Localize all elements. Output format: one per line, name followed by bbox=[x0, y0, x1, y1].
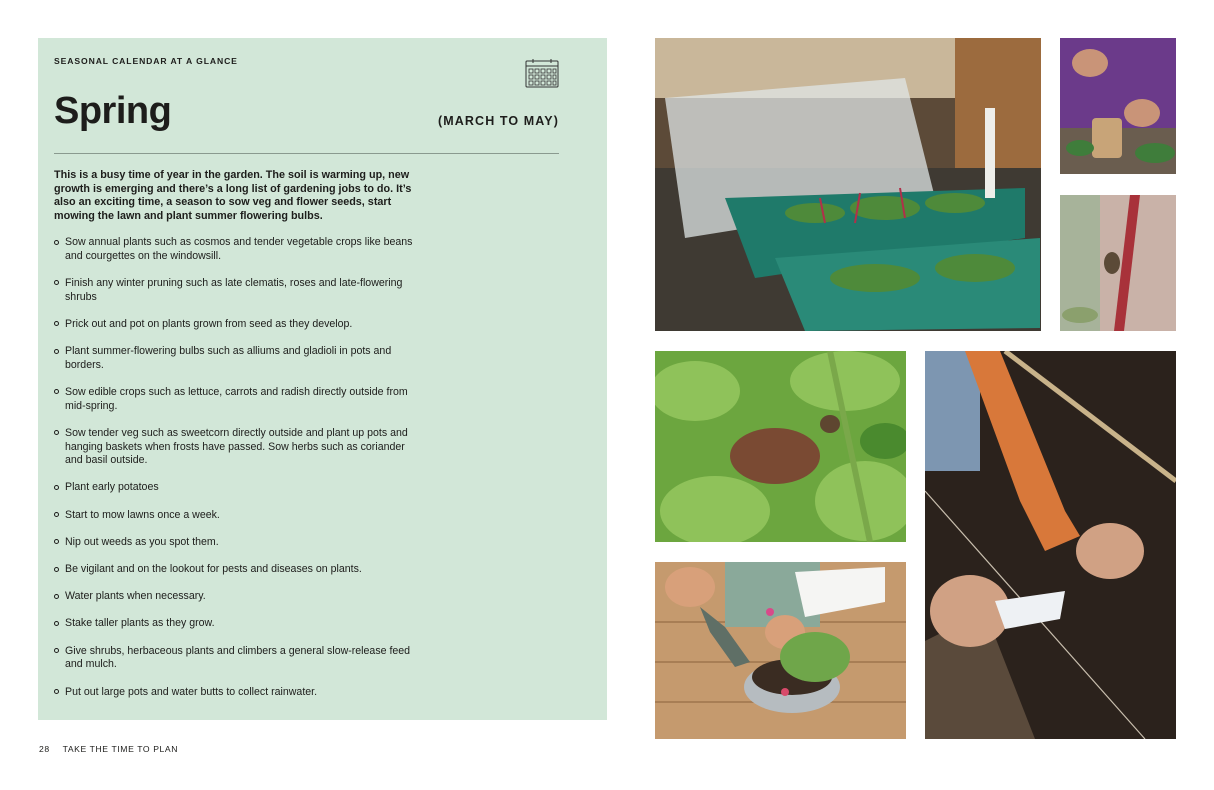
divider bbox=[54, 153, 559, 154]
task-item bbox=[54, 686, 424, 700]
task-text: Prick out and pot on plants grown from seed as they develop. bbox=[65, 317, 353, 330]
task-text: Be vigilant and on the lookout for pests and diseases on plants. bbox=[65, 563, 362, 576]
task-text: Start to mow lawns once a week. bbox=[65, 508, 220, 521]
potting-hands-photo bbox=[1060, 38, 1176, 174]
snail-on-stem-photo bbox=[1060, 195, 1176, 331]
snail-leaves-photo bbox=[655, 351, 906, 542]
intro-paragraph: This is a busy time of year in the garden. The soil is warming up, new growth is emerging and there’s a long list of gardening jobs to do. It’s also an exciting time, a season to sow veg and flower seeds, start mowing the lawn and plant summer flowering bulbs. bbox=[54, 169, 412, 223]
task-item bbox=[54, 509, 424, 523]
sowing-seeds-photo bbox=[925, 351, 1176, 739]
bullet-icon bbox=[54, 689, 59, 694]
task-item bbox=[54, 645, 424, 672]
bullet-icon bbox=[54, 321, 59, 326]
task-item bbox=[54, 345, 424, 372]
task-list bbox=[54, 236, 424, 713]
season-title: Spring bbox=[54, 90, 172, 132]
calendar-icon bbox=[525, 58, 559, 88]
task-item bbox=[54, 481, 424, 495]
task-item bbox=[54, 427, 424, 468]
task-item bbox=[54, 386, 424, 413]
task-text: Stake taller plants as they grow. bbox=[65, 617, 215, 630]
seedling-trays-photo bbox=[655, 38, 1041, 331]
bullet-icon bbox=[54, 512, 59, 517]
bullet-icon bbox=[54, 594, 59, 599]
task-item bbox=[54, 318, 424, 332]
bullet-icon bbox=[54, 648, 59, 653]
bullet-icon bbox=[54, 349, 59, 354]
task-text: Sow annual plants such as cosmos and tender vegetable crops like beans and courgettes on the windowsill. bbox=[65, 236, 413, 262]
page-footer bbox=[39, 744, 178, 754]
bullet-icon bbox=[54, 240, 59, 245]
seasonal-calendar-panel bbox=[38, 38, 607, 720]
section-label: SEASONAL CALENDAR AT A GLANCE bbox=[54, 56, 238, 66]
bullet-icon bbox=[54, 485, 59, 490]
task-text: Sow tender veg such as sweetcorn directly outside and plant up pots and hanging baskets when frosts have passed. Sow herbs such as coriander and basil outside. bbox=[65, 426, 408, 467]
task-text: Nip out weeds as you spot them. bbox=[65, 535, 219, 548]
task-item bbox=[54, 277, 424, 304]
running-title: TAKE THE TIME TO PLAN bbox=[62, 744, 179, 754]
task-item bbox=[54, 563, 424, 577]
page-number: 28 bbox=[39, 744, 50, 754]
task-text: Sow edible crops such as lettuce, carrots and radish directly outside from mid-spring. bbox=[65, 385, 408, 412]
task-item bbox=[54, 536, 424, 550]
task-text: Plant summer-flowering bulbs such as alliums and gladioli in pots and borders. bbox=[65, 345, 392, 371]
bullet-icon bbox=[54, 280, 59, 285]
season-date-range: (MARCH TO MAY) bbox=[438, 114, 559, 128]
bullet-icon bbox=[54, 389, 59, 394]
task-text: Finish any winter pruning such as late clematis, roses and late-flowering shrubs bbox=[65, 276, 403, 303]
task-text: Water plants when necessary. bbox=[65, 590, 206, 603]
task-item bbox=[54, 236, 424, 263]
task-item bbox=[54, 617, 424, 631]
container-planting-photo bbox=[655, 562, 906, 739]
task-text: Put out large pots and water butts to collect rainwater. bbox=[65, 685, 318, 698]
bullet-icon bbox=[54, 539, 59, 544]
task-text: Plant early potatoes bbox=[65, 481, 159, 494]
task-text: Give shrubs, herbaceous plants and climbers a general slow-release feed and mulch. bbox=[65, 644, 411, 671]
bullet-icon bbox=[54, 430, 59, 435]
bullet-icon bbox=[54, 567, 59, 572]
task-item bbox=[54, 590, 424, 604]
bullet-icon bbox=[54, 621, 59, 626]
